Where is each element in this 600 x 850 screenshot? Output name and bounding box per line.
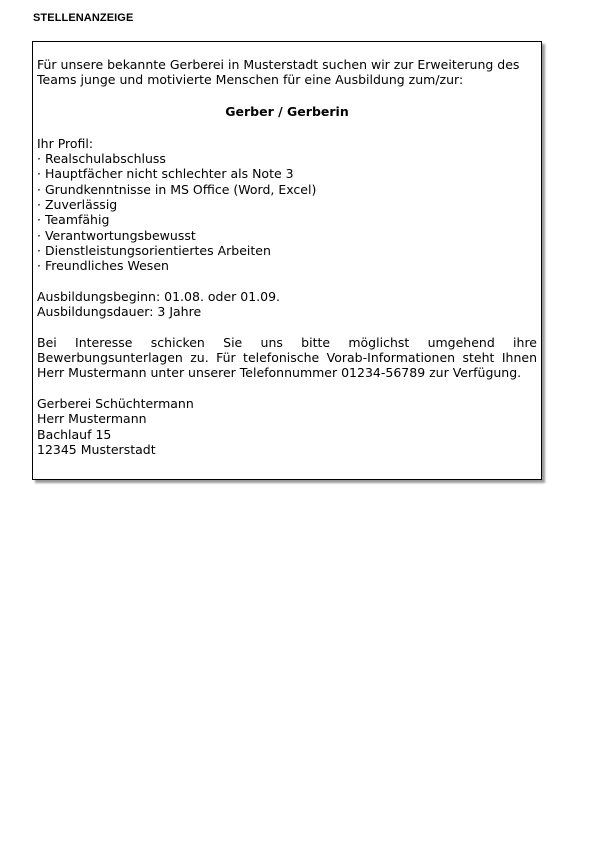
training-info <box>37 289 537 320</box>
training-start: Ausbildungsbeginn: 01.08. oder 01.09. <box>37 288 281 304</box>
company-name: Gerberei Schüchtermann <box>37 395 194 411</box>
training-duration: Ausbildungsdauer: 3 Jahre <box>37 304 202 320</box>
profile-item: · Dienstleistungsorientiertes Arbeiten <box>37 243 537 258</box>
profile-item: · Teamfähig <box>37 212 537 227</box>
job-title: Gerber / Gerberin <box>225 103 349 119</box>
profile-item: · Hauptfächer nicht schlechter als Note 3 <box>37 166 537 181</box>
profile-list <box>37 151 537 273</box>
intro-text: Für unsere bekannte Gerberei in Musterstadt suchen wir zur Erweiterung des Teams junge und motivierte Menschen für eine Ausbildung zum/zur: <box>37 57 520 88</box>
profile-item: · Zuverlässig <box>37 197 537 212</box>
profile-item: · Realschulabschluss <box>37 151 537 166</box>
job-advertisement-box <box>32 41 542 480</box>
company-address <box>37 396 537 457</box>
profile-item: · Verantwortungsbewusst <box>37 228 537 243</box>
profile-item: · Freundliches Wesen <box>37 258 537 273</box>
document-heading: STELLENANZEIGE <box>33 12 134 24</box>
contact-person: Herr Mustermann <box>37 411 147 427</box>
profile-item: · Grundkenntnisse in MS Office (Word, Excel) <box>37 182 537 197</box>
street-address: Bachlauf 15 <box>37 426 112 442</box>
contact-request-text: Bei Interesse schicken Sie uns bitte möglichst umgehend ihre Bewerbungsunterlagen zu. Für telefonische Vorab-Informationen steht Ihnen Herr Mustermann unter unserer Telefonnummer 01234-56789 zur Verfügung. <box>37 334 537 381</box>
profile-heading: Ihr Profil: <box>37 135 94 151</box>
postal-city: 12345 Musterstadt <box>37 441 156 457</box>
